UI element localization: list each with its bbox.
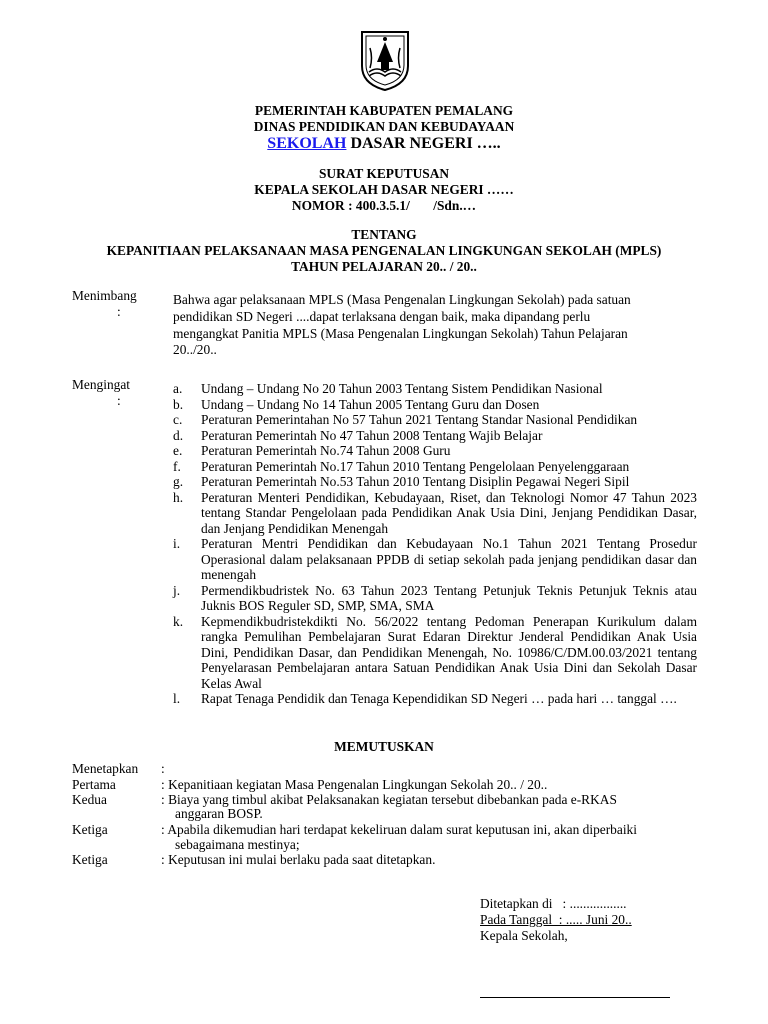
list-letter: d. bbox=[173, 427, 184, 443]
decision-label: Pertama bbox=[72, 777, 116, 792]
doc-type: SURAT KEPUTUSAN bbox=[318, 166, 450, 181]
decision-label: Menetapkan bbox=[72, 761, 139, 776]
doc-issuer: KEPALA SEKOLAH DASAR NEGERI …… bbox=[254, 182, 514, 197]
doc-number: NOMOR : 400.3.5.1/ /Sdn.… bbox=[291, 198, 477, 213]
list-letter: j. bbox=[173, 582, 181, 598]
list-letter: h. bbox=[173, 489, 184, 505]
decision-text: : Apabila dikemudian hari terdapat kekeliruan dalam surat keputusan ini, akan diperbaiki bbox=[161, 822, 637, 837]
header-school bbox=[0, 135, 768, 153]
tentang-heading: TENTANG bbox=[351, 227, 417, 242]
list-text: Undang – Undang No 14 Tahun 2005 Tentang Guru dan Dosen bbox=[201, 396, 540, 412]
list-letter: i. bbox=[173, 536, 181, 551]
list-text: Peraturan Pemerintah No.53 Tahun 2010 Tentang Disiplin Pegawai Negeri Sipil bbox=[201, 474, 630, 489]
list-letter: g. bbox=[173, 474, 184, 489]
menimbang-text bbox=[173, 292, 703, 359]
list-letter: l. bbox=[173, 691, 181, 706]
header-government: PEMERINTAH KABUPATEN PEMALANG bbox=[254, 103, 514, 118]
list-text: Rapat Tenaga Pendidik dan Tenaga Kependidikan SD Negeri … pada hari … tanggal …. bbox=[201, 691, 677, 706]
list-letter: a. bbox=[173, 381, 183, 396]
list-text: Peraturan Pemerintah No.17 Tahun 2010 Tentang Pengelolaan Penyelenggaraan bbox=[201, 458, 630, 474]
list-letter: k. bbox=[173, 613, 184, 629]
signature-place: Ditetapkan di : ................. bbox=[480, 896, 627, 911]
list-letter: f. bbox=[173, 458, 181, 474]
list-text: Peraturan Pemerintahan No 57 Tahun 2021 Tentang Standar Nasional Pendidikan bbox=[201, 412, 638, 427]
decision-label: Ketiga bbox=[72, 822, 108, 837]
school-link[interactable]: SEKOLAH bbox=[267, 135, 347, 152]
academic-year: TAHUN PELAJARAN 20.. / 20.. bbox=[291, 259, 477, 274]
decision-text: : Biaya yang timbul akibat Pelaksanakan kegiatan tersebut dibebankan pada e-RKAS bbox=[161, 792, 617, 807]
decree-subject: KEPANITIAAN PELAKSANAAN MASA PENGENALAN LINGKUNGAN SEKOLAH (MPLS) bbox=[106, 243, 662, 258]
list-text: Peraturan Pemerintah No 47 Tahun 2008 Tentang Wajib Belajar bbox=[201, 427, 543, 443]
decision-text-continued: anggaran BOSP. bbox=[175, 806, 263, 821]
decision-text: : bbox=[161, 761, 165, 776]
list-text: Permendikbudristek No. 63 Tahun 2023 Tentang Petunjuk Teknis Petunjuk Teknis atau Juknis BOS Reguler SD, SMP, SMA, SMA bbox=[201, 582, 697, 613]
signature-line bbox=[480, 997, 670, 998]
menimbang-label: Menimbang bbox=[72, 288, 137, 303]
signature-role: Kepala Sekolah, bbox=[480, 928, 568, 943]
regency-coat-of-arms-logo bbox=[359, 28, 411, 92]
decision-label: Kedua bbox=[72, 792, 107, 807]
list-text: Peraturan Pemerintah No.74 Tahun 2008 Guru bbox=[201, 443, 451, 458]
mengingat-colon: : bbox=[117, 393, 121, 408]
list-text: Kepmendikbudristekdikti No. 56/2022 tentang Pedoman Penerapan Kurikulum dalam rangka Pemulihan Pembelajaran Surat Edaran Direktur Jenderal Pendidikan Anak Usia Dini, Pendidikan Dasar, dan Pendidikan Menengah, No. 10986/C/DM.00.03/2021 tentang Penyelarasan Pembelajaran antara Satuan Pendidikan Anak Usia Dini dan Sekolah Dasar Kelas Awal bbox=[201, 613, 697, 691]
list-text: Peraturan Mentri Pendidikan dan Kebudayaan No.1 Tahun 2021 Tentang Prosedur Operasional dalam pelaksanaan PPDB di setiap sekolah pada jenjang pendidikan dasar dan menengah bbox=[201, 536, 697, 582]
list-text: Peraturan Menteri Pendidikan, Kebudayaan, Riset, dan Teknologi Nomor 47 Tahun 2023 tentang Standar Pengelolaan pada Pendidikan Anak Usia Dini, Jenjang Pendidikan Dasar, dan Jenjang Pendidikan Menengah bbox=[201, 489, 697, 536]
menimbang-line: pendidikan SD Negeri ....dapat terlaksana dengan baik, maka dipandang perlu bbox=[173, 308, 591, 324]
decision-text: : Keputusan ini mulai berlaku pada saat ditetapkan. bbox=[161, 852, 436, 867]
decision-text-continued: sebagaimana mestinya; bbox=[175, 837, 300, 852]
list-letter: e. bbox=[173, 443, 183, 458]
list-letter: b. bbox=[173, 396, 184, 412]
menimbang-colon: : bbox=[117, 304, 121, 319]
list-text: Undang – Undang No 20 Tahun 2003 Tentang Sistem Pendidikan Nasional bbox=[201, 381, 603, 396]
menimbang-line: Bahwa agar pelaksanaan MPLS (Masa Pengenalan Lingkungan Sekolah) pada satuan bbox=[173, 292, 631, 307]
menimbang-line: 20../20.. bbox=[173, 342, 217, 358]
mengingat-label: Mengingat bbox=[72, 377, 131, 392]
decision-label: Ketiga bbox=[72, 852, 108, 867]
school-name: DASAR NEGERI ….. bbox=[346, 135, 501, 152]
memutuskan-heading: MEMUTUSKAN bbox=[334, 739, 434, 754]
header-department: DINAS PENDIDIKAN DAN KEBUDAYAAN bbox=[253, 119, 515, 134]
list-letter: c. bbox=[173, 412, 183, 427]
decision-text: : Kepanitiaan kegiatan Masa Pengenalan Lingkungan Sekolah 20.. / 20.. bbox=[161, 777, 548, 792]
signature-date: Pada Tanggal : ..... Juni 20.. bbox=[480, 912, 632, 927]
menimbang-line: mengangkat Panitia MPLS (Masa Pengenalan Lingkungan Sekolah) Tahun Pelajaran bbox=[173, 325, 628, 341]
